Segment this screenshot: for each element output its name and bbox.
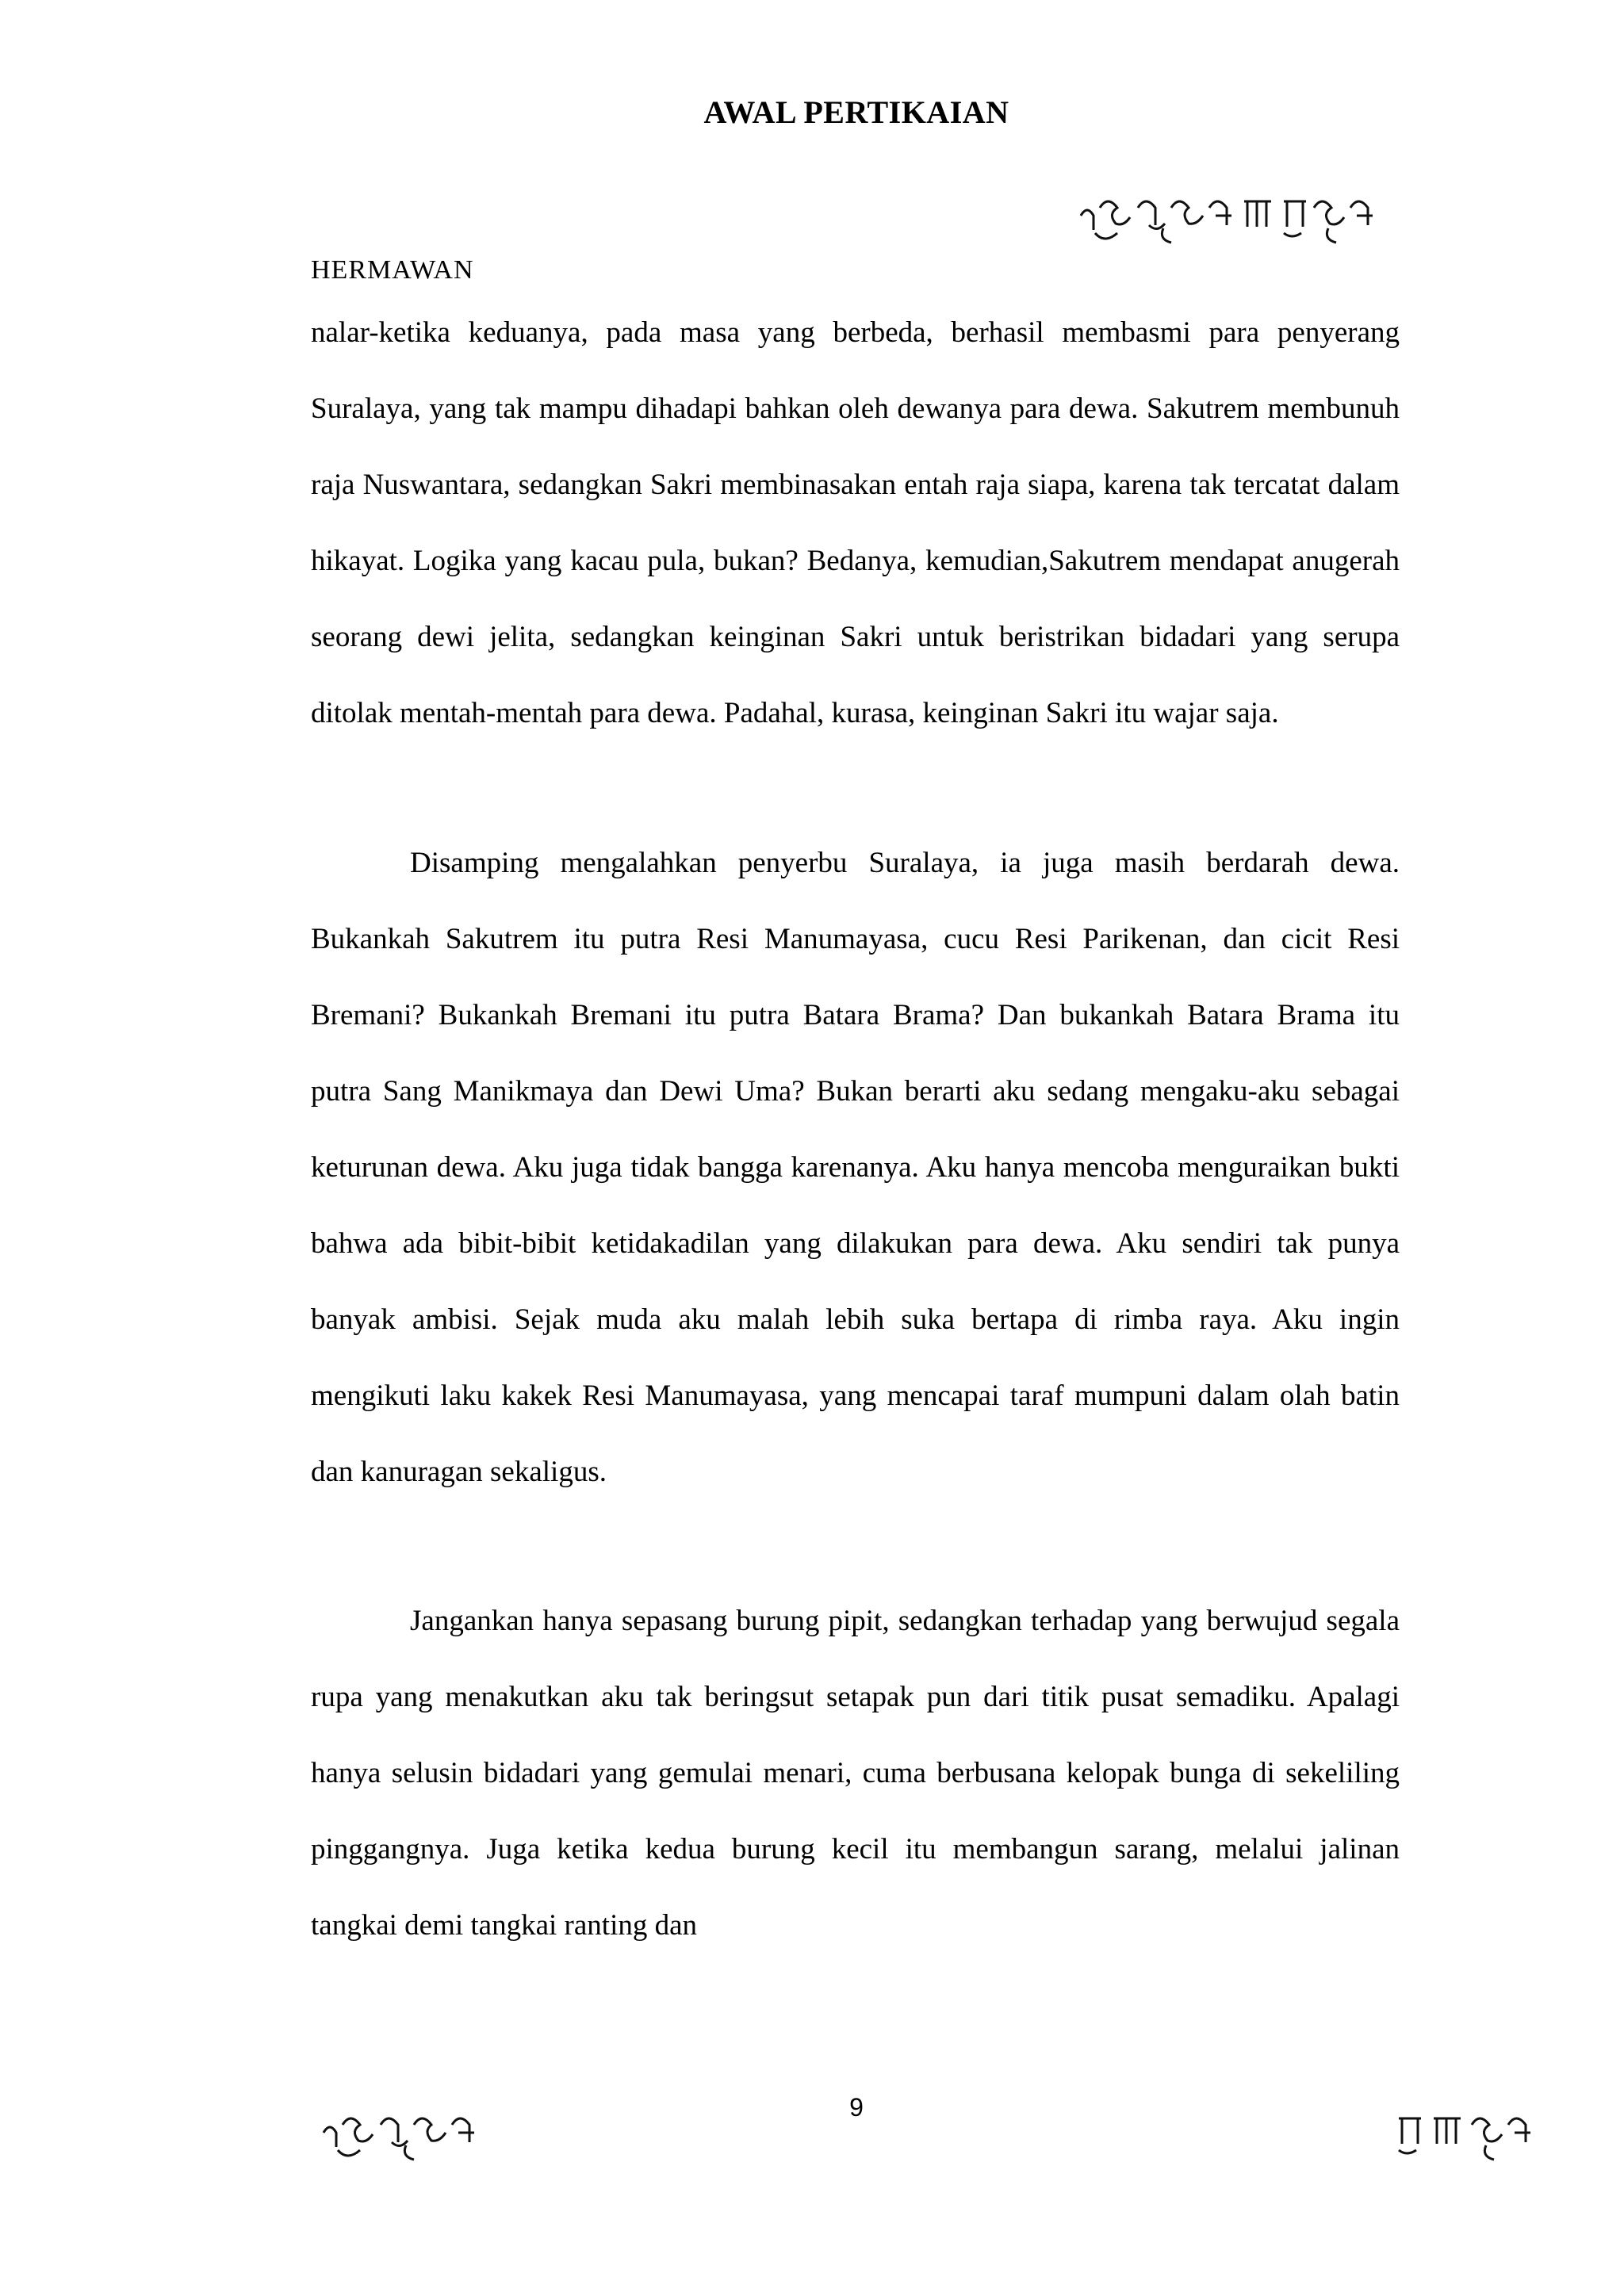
page-title: AWAL PERTIKAIAN [703, 94, 1009, 130]
javanese-script-footer-left-icon [319, 2101, 485, 2164]
javanese-script-footer-right-icon [1396, 2101, 1562, 2164]
page-number: 9 [849, 2093, 864, 2122]
author-name: HERMAWAN [311, 255, 474, 285]
paragraph-text: nalar-ketika keduanya, pada masa yang berbeda, berhasil membasmi para penyerang Suralaya, yang tak mampu dihadapi bahkan oleh dewanya para dewa. Sakutrem membunuh raja Nuswantara, sedangkan Sakri membinasakan entah raja siapa, karena tak tercatat dalam hikayat. Logika yang kacau pula, bukan? Bedanya, kemudian,Sakutrem mendapat anugerah seorang dewi jelita, sedangkan keinginan Sakri untuk beristrikan bidadari yang serupa ditolak mentah-mentah para dewa. Padahal, kurasa, keinginan Sakri itu wajar saja. [311, 316, 1400, 729]
paragraph-text: Jangankan hanya sepasang burung pipit, sedangkan terhadap yang berwujud segala rupa yang menakutkan aku tak beringsut setapak pun dari titik pusat semadiku. Apalagi hanya selusin bidadari yang gemulai menari, cuma berbusana kelopak bunga di sekeliling pinggangnya. Juga ketika kedua burung kecil itu membangun sarang, melalui jalinan tangkai demi tangkai ranting dan [311, 1605, 1400, 1942]
paragraph-1 [311, 295, 1400, 752]
paragraph-2 [311, 825, 1400, 1510]
javanese-script-header-icon [1076, 184, 1417, 247]
paragraph-3 [311, 1583, 1400, 1964]
paragraph-text: Disamping mengalahkan penyerbu Suralaya, ia juga masih berdarah dewa. Bukankah Sakutrem itu putra Resi Manumayasa, cucu Resi Parikenan, dan cicit Resi Bremani? Bukankah Bremani itu putra Batara Brama? Dan bukankah Batara Brama itu putra Sang Manikmaya dan Dewi Uma? Bukan berarti aku sedang mengaku-aku sebagai keturunan dewa. Aku juga tidak bangga karenanya. Aku hanya mencoba menguraikan bukti bahwa ada bibit-bibit ketidakadilan yang dilakukan para dewa. Aku sendiri tak punya banyak ambisi. Sejak muda aku malah lebih suka bertapa di rimba raya. Aku ingin mengikuti laku kakek Resi Manumayasa, yang mencapai taraf mumpuni dalam olah batin dan kanuragan sekaligus. [311, 847, 1400, 1488]
